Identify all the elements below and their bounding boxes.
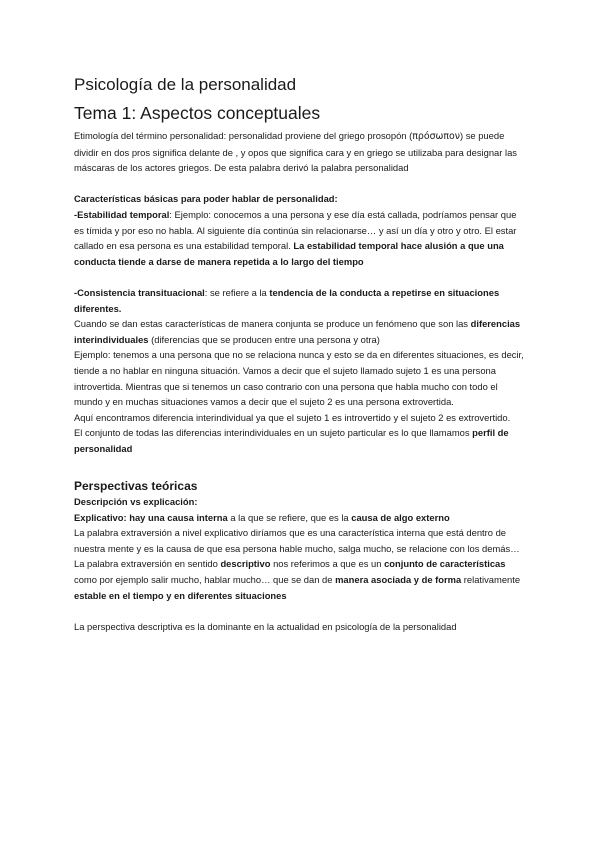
consistency-paragraph <box>74 285 528 316</box>
interindividual-text-1: Cuando se dan estas características de manera conjunta se produce un fenómeno que son las <box>74 318 471 330</box>
example-paragraph: Ejemplo: tenemos a una persona que no se relaciona nunca y esto se da en diferentes situaciones, es decir, tiende a no hablar en ninguna situación. Vamos a decir que el sujeto llamado sujeto 1 es una persona introvertida. Mientras que si tenemos un caso contrario con una persona que habla mucho con todo el mundo y en muchas situaciones vamos a decir que el sujeto 2 es una persona extrovertida. <box>74 349 524 408</box>
etym-text-2: ) se puede dividir en dos pros significa delante de , y opos que significa cara y en griego se utilizaba para designar las máscaras de los actores griegos. De esta palabra derivó la palabra personalidad <box>74 130 517 174</box>
profile-text: El conjunto de todas las diferencias interindividuales en un sujeto particular es lo que llamamos <box>74 427 473 439</box>
consistency-text-1: : se refiere a la <box>204 286 270 298</box>
document-body <box>74 74 528 634</box>
stability-label: -Estabilidad temporal <box>74 208 170 220</box>
stability-paragraph <box>74 207 528 269</box>
consistency-definition: tendencia de la conducta a repetirse en situaciones diferentes. <box>74 286 500 314</box>
course-title: Psicología de la personalidad <box>74 75 297 94</box>
descriptive-text-3: como por ejemplo salir mucho, hablar mucho… que se dan de <box>74 574 336 586</box>
basic-heading-text: Características básicas para poder hablar de personalidad: <box>74 193 338 205</box>
interindividual-paragraph <box>74 316 528 347</box>
etym-greek-word: πρόσωπον <box>412 131 460 142</box>
here-paragraph: Aquí encontramos diferencia interindividual ya que el sujeto 1 es introvertido y el sujeto 2 es extrovertido. <box>74 411 511 423</box>
descriptive-text-4: relativamente <box>461 574 521 586</box>
explanatory-external-cause: causa de algo externo <box>351 511 450 523</box>
stability-definition: La estabilidad temporal hace alusión a que una conducta tiende a darse de manera repetida a lo largo del tiempo <box>74 240 504 267</box>
etymology-paragraph <box>74 128 528 176</box>
topic-title: Tema 1: Aspectos conceptuales <box>74 103 321 123</box>
descriptive-term: descriptivo <box>220 558 271 570</box>
profile-paragraph <box>74 425 528 456</box>
stability-text: : Ejemplo: conocemos a una persona y ese día está callada, podríamos pensar que es tímida y por eso no habla. Al siguiente día continúa sin relacionarse… y así un día y otro y otro. El estar callado en esa persona es una estabilidad temporal. <box>74 208 517 252</box>
descriptive-text-2: nos referimos a que es un <box>270 558 385 570</box>
interindividual-text-2: (diferencias que se producen entre una persona y otra) <box>148 333 380 345</box>
explanatory-label: Explicativo <box>74 511 124 523</box>
perspectives-heading: Perspectivas teóricas <box>74 479 198 494</box>
consistency-label: -Consistencia transituacional <box>74 286 205 298</box>
etym-text-1: Etimología del término personalidad: personalidad proviene del griego prosopón ( <box>74 130 413 141</box>
explanatory-internal-cause: causa interna <box>167 511 228 523</box>
set-of-characteristics: conjunto de características <box>384 558 506 570</box>
associated-manner: manera asociada y de forma <box>335 574 462 586</box>
explanatory-text-1: : hay una <box>123 511 168 523</box>
interindividual-term: diferencias interindividuales <box>74 318 521 345</box>
basic-characteristics-heading <box>74 191 528 207</box>
extraversion-descriptive-paragraph <box>74 556 528 603</box>
explanatory-paragraph <box>74 510 528 526</box>
extraversion-explanatory-paragraph: La palabra extraversión a nivel explicativo diríamos que es una característica interna que está dentro de nuestra mente y es la causa de que esa persona hable mucho, salga mucho, se relacione con los demás… <box>74 527 520 554</box>
dominant-perspective-paragraph: La perspectiva descriptiva es la dominante en la actualidad en psicología de la personalidad <box>74 620 457 632</box>
profile-term: perfil de personalidad <box>74 427 509 454</box>
explanatory-text-2: a la que se refiere, que es la <box>227 511 352 523</box>
description-vs-explanation-heading: Descripción vs explicación: <box>74 496 198 508</box>
descriptive-text-1: La palabra extraversión en sentido <box>74 558 221 570</box>
stable-over-time: estable en el tiempo y en diferentes situaciones <box>74 589 287 601</box>
